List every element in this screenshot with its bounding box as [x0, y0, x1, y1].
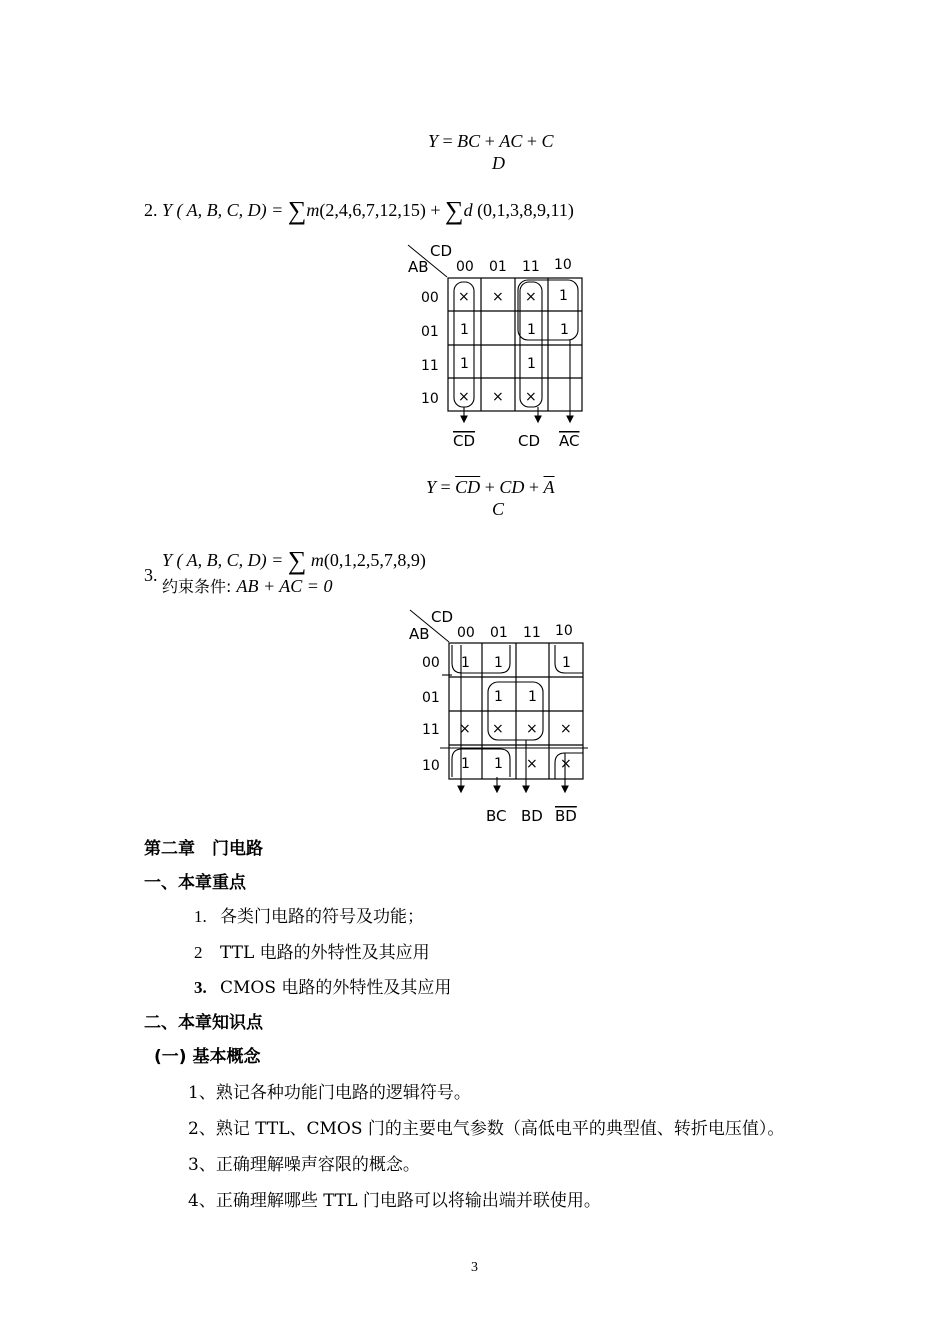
- kmap-1-col-labels: [456, 257, 572, 275]
- kmap-2-cell: ×: [526, 756, 538, 772]
- kmap-2-cell: ×: [526, 721, 538, 737]
- kmap-2-row-labels: [422, 655, 440, 774]
- kmap-1-cell: 1: [560, 322, 569, 338]
- kmap-1-corner-cd: CD: [430, 242, 453, 260]
- kmap-2-cell: ×: [459, 721, 471, 737]
- kmap-1-cell: 1: [460, 356, 469, 372]
- kmap-2-cell: 1: [494, 689, 503, 705]
- kmap-2-cell: ×: [560, 756, 572, 772]
- section-heading-focus: 一、本章重点: [144, 873, 246, 893]
- section-heading-knowledge: 二、本章知识点: [144, 1013, 263, 1033]
- kmap-1-col: 01: [489, 259, 507, 275]
- kmap-1-cell: ×: [458, 389, 470, 405]
- focus-item: 1. 各类门电路的符号及功能；: [194, 907, 424, 927]
- knowledge-point: 3、正确理解噪声容限的概念。: [188, 1155, 420, 1175]
- formula-2: $Y = \overline{CD}$ + CD + $\overline{A}$: [426, 477, 555, 497]
- kmap-2-col: 01: [490, 625, 508, 641]
- knowledge-point: 1、熟记各种功能门电路的逻辑符号。: [188, 1083, 471, 1103]
- kmap-2-col: 00: [457, 625, 475, 641]
- kmap-1-cell: 1: [460, 322, 469, 338]
- kmap-1-group-labels: [453, 432, 579, 450]
- kmap-1-cell: ×: [458, 289, 470, 305]
- kmap-2-corner-cd: CD: [431, 608, 454, 626]
- kmap-2-group-label: BC: [486, 807, 507, 825]
- formula-2-wrap: C: [492, 499, 505, 519]
- kmap-2-cell: 1: [528, 689, 537, 705]
- kmap-1-cell: ×: [492, 289, 504, 305]
- kmap-1-col: 00: [456, 259, 474, 275]
- kmap-2-cell: 1: [562, 655, 571, 671]
- kmap-2-col: 11: [523, 625, 541, 641]
- kmap-1-cell: 1: [527, 322, 536, 338]
- kmap-2-group-labels: [486, 807, 577, 825]
- kmap-2-cell: 1: [461, 756, 470, 772]
- knowledge-point: 4、正确理解哪些 TTL 门电路可以将输出端并联使用。: [188, 1191, 601, 1211]
- kmap-1-cell: 1: [527, 356, 536, 372]
- kmap-1-row: 11: [421, 358, 439, 374]
- focus-item: 2 TTL 电路的外特性及其应用: [194, 943, 430, 963]
- problem-3-constraint: 约束条件: AB + AC = 0: [162, 576, 333, 596]
- subsection-heading: (一) 基本概念: [154, 1047, 261, 1067]
- kmap-1-cell: 1: [559, 288, 568, 304]
- kmap-2-cell: 1: [494, 655, 503, 671]
- kmap-2-row: 01: [422, 690, 440, 706]
- kmap-1: [400, 240, 600, 455]
- kmap-2-col-labels: [457, 623, 573, 641]
- kmap-1-row: 01: [421, 324, 439, 340]
- kmap-2-col: 10: [555, 623, 573, 639]
- formula-1-wrap: D: [492, 153, 505, 173]
- kmap-1-cell: ×: [525, 289, 537, 305]
- kmap-1-cell: ×: [525, 389, 537, 405]
- page-number: 3: [471, 1260, 478, 1275]
- focus-item: 3. CMOS 电路的外特性及其应用: [194, 978, 452, 998]
- kmap-1-row: 00: [421, 290, 439, 306]
- kmap-1-group-label: AC: [559, 432, 580, 450]
- chapter-title: 第二章 门电路: [144, 839, 263, 859]
- kmap-2: [400, 605, 600, 830]
- kmap-2-row: 00: [422, 655, 440, 671]
- kmap-2-cell: 1: [494, 756, 503, 772]
- kmap-2-row: 10: [422, 758, 440, 774]
- kmap-2-cell: ×: [492, 721, 504, 737]
- kmap-1-corner-ab: AB: [408, 258, 429, 276]
- kmap-2-group-label: BD: [555, 807, 577, 825]
- kmap-2-row: 11: [422, 722, 440, 738]
- problem-3-expression: Y ( A, B, C, D) = ∑ m(0,1,2,5,7,8,9): [162, 546, 426, 575]
- problem-3-number: 3.: [144, 565, 158, 585]
- problem-2-expression: 2. Y ( A, B, C, D) = ∑m(2,4,6,7,12,15) + ∑d (0,1,3,8,9,11): [144, 196, 574, 225]
- kmap-1-col: 10: [554, 257, 572, 273]
- kmap-1-group-label: CD: [453, 432, 476, 450]
- formula-1: Y = BC + AC + C: [428, 131, 554, 151]
- kmap-1-cell: ×: [492, 389, 504, 405]
- kmap-1-row: 10: [421, 391, 439, 407]
- kmap-1-row-labels: [421, 290, 439, 407]
- kmap-1-cells: [458, 288, 569, 405]
- knowledge-point: 2、熟记 TTL、CMOS 门的主要电气参数（高低电平的典型值、转折电压值）。: [188, 1119, 785, 1139]
- kmap-1-col: 11: [522, 259, 540, 275]
- kmap-2-corner-ab: AB: [409, 625, 430, 643]
- kmap-1-group-label: CD: [518, 432, 541, 450]
- kmap-2-group-label: BD: [521, 807, 543, 825]
- kmap-2-cell: ×: [560, 721, 572, 737]
- kmap-2-cell: 1: [461, 655, 470, 671]
